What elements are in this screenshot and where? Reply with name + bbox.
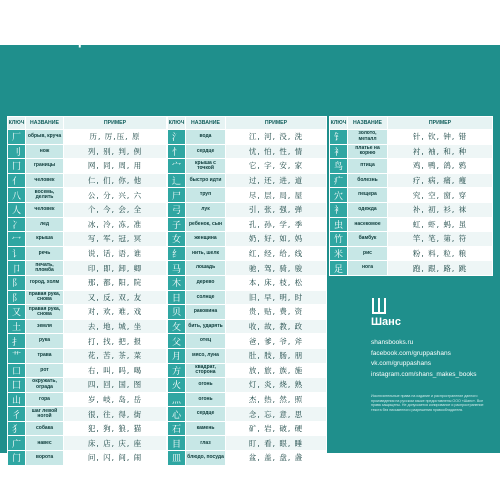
radical-name: земля bbox=[26, 319, 64, 334]
radical-name: ворота bbox=[26, 451, 64, 466]
link-website[interactable]: shansbooks.ru bbox=[371, 339, 414, 346]
radical-example: 写, 军, 冠, 冥 bbox=[64, 232, 167, 247]
table-row bbox=[330, 232, 493, 247]
radical-example: 四, 回, 国, 图 bbox=[64, 378, 167, 393]
radical-name: нить, шелк bbox=[186, 246, 226, 261]
table-row bbox=[168, 407, 327, 422]
radical-example: 竿, 笔, 第, 符 bbox=[388, 232, 493, 247]
radical-example: 疗, 病, 痛, 瘦 bbox=[388, 173, 493, 188]
radical-key: 宀 bbox=[168, 159, 186, 174]
radical-name: одежда bbox=[348, 202, 388, 217]
radical-key: 鸟 bbox=[330, 159, 348, 174]
radical-key: 刂 bbox=[8, 144, 26, 159]
radical-key: 女 bbox=[168, 232, 186, 247]
radical-name: блюдо, посуда bbox=[186, 451, 226, 466]
radical-key: 目 bbox=[168, 436, 186, 451]
radical-name: квадрат, сторона bbox=[186, 363, 226, 378]
radical-key: 犭 bbox=[8, 421, 26, 436]
radical-name: болезнь bbox=[348, 173, 388, 188]
table-row bbox=[8, 451, 167, 466]
table-row bbox=[330, 130, 493, 145]
radical-key: 弓 bbox=[168, 202, 186, 217]
page-title: ТАБЛИЦА ОСНОВНЫХ КЛЮЧЕЙ КИТАЙСКИХ ИЕРОГЛИФОВ bbox=[15, 31, 484, 48]
radical-name: камень bbox=[186, 421, 226, 436]
radical-example: 孔, 孙, 学, 季 bbox=[226, 217, 327, 232]
header-example: ПРИМЕР bbox=[64, 117, 167, 130]
radical-name: трава bbox=[26, 348, 64, 363]
radical-name: обрыв, круча bbox=[26, 130, 64, 145]
table-row bbox=[168, 144, 327, 159]
radical-name: женщина bbox=[186, 232, 226, 247]
table-row bbox=[168, 421, 327, 436]
radical-name: рука bbox=[26, 334, 64, 349]
table-row bbox=[8, 246, 167, 261]
radical-example: 印, 即, 卸, 卿 bbox=[64, 261, 167, 276]
radical-example: 引, 张, 强, 弹 bbox=[226, 202, 327, 217]
table-row bbox=[168, 451, 327, 466]
table-row bbox=[330, 217, 493, 232]
radical-example: 说, 话, 语, 谁 bbox=[64, 246, 167, 261]
radical-example: 对, 欢, 难, 戏 bbox=[64, 305, 167, 320]
radical-name: быстро идти bbox=[186, 173, 226, 188]
radical-example: 鸡, 鸭, 鸽, 鸦 bbox=[388, 159, 493, 174]
radical-name: огонь bbox=[186, 392, 226, 407]
radical-example: 忧, 怕, 性, 情 bbox=[226, 144, 327, 159]
radical-key: 火 bbox=[168, 378, 186, 393]
radical-name: лед bbox=[26, 217, 64, 232]
radical-example: 虹, 虾, 蚂, 虽 bbox=[388, 217, 493, 232]
radical-name: золото, металл bbox=[348, 130, 388, 145]
radical-name: правая рука, снова bbox=[26, 305, 64, 320]
radical-example: 杰, 热, 然, 照 bbox=[226, 392, 327, 407]
radical-example: 驰, 驾, 骑, 骏 bbox=[226, 261, 327, 276]
radical-key: 皿 bbox=[168, 451, 186, 466]
radical-key: 艹 bbox=[8, 348, 26, 363]
radical-name: речь bbox=[26, 246, 64, 261]
radical-name: насекомое bbox=[348, 217, 388, 232]
radical-example: 犯, 狗, 狼, 猫 bbox=[64, 421, 167, 436]
radical-example: 跑, 跟, 路, 跳 bbox=[388, 261, 493, 276]
radical-name: печать, пломба bbox=[26, 261, 64, 276]
header-name: НАЗВАНИЕ bbox=[186, 117, 226, 130]
radical-key: 广 bbox=[8, 436, 26, 451]
radical-name: нож bbox=[26, 144, 64, 159]
radical-name: лук bbox=[186, 202, 226, 217]
radical-key: 氵 bbox=[168, 130, 186, 145]
radical-example: 打, 找, 把, 报 bbox=[64, 334, 167, 349]
radical-example: 去, 地, 城, 坐 bbox=[64, 319, 167, 334]
table-row bbox=[8, 305, 167, 320]
table-row bbox=[168, 290, 327, 305]
table-row bbox=[8, 202, 167, 217]
table-row bbox=[168, 261, 327, 276]
radical-name: окружать, ограда bbox=[26, 378, 64, 393]
radical-key: 穴 bbox=[330, 188, 348, 203]
radical-example: 仁, 们, 你, 他 bbox=[64, 173, 167, 188]
radical-key: 口 bbox=[8, 363, 26, 378]
radical-name: пещера bbox=[348, 188, 388, 203]
radical-key: 纟 bbox=[168, 246, 186, 261]
table-row bbox=[8, 275, 167, 290]
brand-name: Шанс bbox=[371, 316, 401, 328]
radical-key: 讠 bbox=[8, 246, 26, 261]
table-row bbox=[168, 378, 327, 393]
radical-key: 冂 bbox=[8, 159, 26, 174]
brand-links bbox=[371, 338, 477, 380]
header-name: НАЗВАНИЕ bbox=[26, 117, 64, 130]
radical-name: человек bbox=[26, 202, 64, 217]
radical-key: 又 bbox=[8, 305, 26, 320]
radical-name: огонь bbox=[186, 378, 226, 393]
radical-example: 奶, 好, 如, 妈 bbox=[226, 232, 327, 247]
radical-name: бамбук bbox=[348, 232, 388, 247]
radical-example: 它, 字, 安, 家 bbox=[226, 159, 327, 174]
table-row bbox=[8, 378, 167, 393]
radical-name: человек bbox=[26, 173, 64, 188]
table-row bbox=[330, 144, 493, 159]
radical-example: 列, 别, 判, 例 bbox=[64, 144, 167, 159]
radical-key: 亻 bbox=[8, 173, 26, 188]
table-row bbox=[168, 159, 327, 174]
radical-key: 彳 bbox=[8, 407, 26, 422]
radical-name: отец bbox=[186, 334, 226, 349]
radical-name: гора bbox=[26, 392, 64, 407]
radical-key: 方 bbox=[168, 363, 186, 378]
radical-name: лошадь bbox=[186, 261, 226, 276]
radical-key: 囗 bbox=[8, 378, 26, 393]
table-row bbox=[168, 188, 327, 203]
table-row bbox=[168, 217, 327, 232]
header-key: КЛЮЧ bbox=[168, 117, 186, 130]
table-row bbox=[168, 319, 327, 334]
radical-name: крыша с точкой bbox=[186, 159, 226, 174]
radical-example: 花, 苦, 茶, 菜 bbox=[64, 348, 167, 363]
radical-name: сердце bbox=[186, 144, 226, 159]
table-row bbox=[8, 334, 167, 349]
radical-key: 八 bbox=[8, 188, 26, 203]
radical-name: птица bbox=[348, 159, 388, 174]
radical-name: мясо, луна bbox=[186, 348, 226, 363]
radical-name: ребенок, сын bbox=[186, 217, 226, 232]
radical-name: собака bbox=[26, 421, 64, 436]
table-row bbox=[330, 188, 493, 203]
radical-example: 过, 还, 进, 道 bbox=[226, 173, 327, 188]
table-row bbox=[168, 232, 327, 247]
table-row bbox=[8, 436, 167, 451]
table-row bbox=[8, 144, 167, 159]
radicals-table-3 bbox=[329, 116, 493, 276]
radical-example: 矿, 岩, 破, 硬 bbox=[226, 421, 327, 436]
radical-key: 攵 bbox=[168, 319, 186, 334]
radical-key: 阝 bbox=[8, 290, 26, 305]
radical-name: крыша bbox=[26, 232, 64, 247]
header-key: КЛЮЧ bbox=[330, 117, 348, 130]
radical-name: нога bbox=[348, 261, 388, 276]
table-row bbox=[168, 363, 327, 378]
radicals-table-1 bbox=[7, 116, 167, 466]
radical-example: 岁, 岐, 岛, 岳 bbox=[64, 392, 167, 407]
radical-name: платье на корню bbox=[348, 144, 388, 159]
link-facebook[interactable]: facebook.com/gruppashans bbox=[371, 349, 451, 357]
radical-example: 旧, 早, 明, 时 bbox=[226, 290, 327, 305]
radical-name: границы bbox=[26, 159, 64, 174]
radical-name: вода bbox=[186, 130, 226, 145]
radical-example: 盆, 盖, 盘, 盏 bbox=[226, 451, 327, 466]
radical-example: 很, 往, 得, 街 bbox=[64, 407, 167, 422]
header-name: НАЗВАНИЕ bbox=[348, 117, 388, 130]
radical-example: 收, 故, 教, 政 bbox=[226, 319, 327, 334]
radicals-table-2 bbox=[167, 116, 327, 466]
radical-key: 卩 bbox=[8, 261, 26, 276]
radical-name: сердце bbox=[186, 407, 226, 422]
radical-key: 贝 bbox=[168, 305, 186, 320]
radical-key: 山 bbox=[8, 392, 26, 407]
table-row bbox=[168, 392, 327, 407]
table-row bbox=[8, 319, 167, 334]
radical-key: 阝 bbox=[8, 275, 26, 290]
radical-key: 钅 bbox=[330, 130, 348, 145]
radical-key: 竹 bbox=[330, 232, 348, 247]
copyright-note: Исключительные права на издание и распространение данного произведения на русском языке предоставлены ООО «Шанс». Все права защищены. Не допускается копирование и распространение текста без письменного разрешения правообладателя. bbox=[371, 394, 484, 412]
table-row bbox=[168, 173, 327, 188]
radical-name: солнце bbox=[186, 290, 226, 305]
radical-example: 补, 初, 衫, 袜 bbox=[388, 202, 493, 217]
table-row bbox=[8, 261, 167, 276]
radical-key: 虫 bbox=[330, 217, 348, 232]
radical-example: 尽, 层, 局, 屋 bbox=[226, 188, 327, 203]
radical-key: 月 bbox=[168, 348, 186, 363]
table-row bbox=[168, 246, 327, 261]
radical-key: 扌 bbox=[8, 334, 26, 349]
radical-example: 又, 反, 双, 友 bbox=[64, 290, 167, 305]
table-row bbox=[168, 275, 327, 290]
radical-key: 忄 bbox=[168, 144, 186, 159]
radical-example: 公, 分, 兴, 六 bbox=[64, 188, 167, 203]
brand-logo-icon bbox=[372, 296, 386, 314]
radical-example: 盯, 看, 眼, 睡 bbox=[226, 436, 327, 451]
table-row bbox=[8, 363, 167, 378]
radical-key: 冖 bbox=[8, 232, 26, 247]
radical-example: 个, 今, 会, 全 bbox=[64, 202, 167, 217]
radical-example: 红, 经, 给, 线 bbox=[226, 246, 327, 261]
radical-name: рис bbox=[348, 246, 388, 261]
table-row bbox=[168, 202, 327, 217]
radical-example: 冰, 冷, 冻, 准 bbox=[64, 217, 167, 232]
radical-name: бить, ударять bbox=[186, 319, 226, 334]
radical-key: 足 bbox=[330, 261, 348, 276]
radical-key: 心 bbox=[168, 407, 186, 422]
header-example: ПРИМЕР bbox=[388, 117, 493, 130]
radical-example: 历, 厉,压, 原 bbox=[64, 130, 167, 145]
radical-key: 尸 bbox=[168, 188, 186, 203]
radical-key: 父 bbox=[168, 334, 186, 349]
radical-name: рот bbox=[26, 363, 64, 378]
radical-example: 放, 旅, 族, 施 bbox=[226, 363, 327, 378]
table-row bbox=[168, 334, 327, 349]
radical-example: 江, 河, 没, 洗 bbox=[226, 130, 327, 145]
radical-example: 念, 忘, 意, 思 bbox=[226, 407, 327, 422]
radical-name: труп bbox=[186, 188, 226, 203]
radical-example: 究, 空, 窗, 穿 bbox=[388, 188, 493, 203]
radical-key: 门 bbox=[8, 451, 26, 466]
table-row bbox=[330, 202, 493, 217]
radical-key: 人 bbox=[8, 202, 26, 217]
radical-example: 衬, 袖, 和, 种 bbox=[388, 144, 493, 159]
radical-name: шаг левой ногой bbox=[26, 407, 64, 422]
table-row bbox=[168, 305, 327, 320]
radical-key: 子 bbox=[168, 217, 186, 232]
radical-key: 疒 bbox=[330, 173, 348, 188]
table-row bbox=[168, 436, 327, 451]
radical-example: 爸, 爹, 爷, 斧 bbox=[226, 334, 327, 349]
radical-key: 衤 bbox=[330, 144, 348, 159]
radical-key: 木 bbox=[168, 275, 186, 290]
table-row bbox=[8, 130, 167, 145]
radical-example: 肚, 肢, 肠, 朋 bbox=[226, 348, 327, 363]
radical-key: 衤 bbox=[330, 202, 348, 217]
radical-name: город, холм bbox=[26, 275, 64, 290]
link-vk[interactable]: vk.com/gruppashans bbox=[371, 360, 431, 367]
radical-example: 右, 叫, 吗, 喝 bbox=[64, 363, 167, 378]
radical-key: 厂 bbox=[8, 130, 26, 145]
radical-key: 石 bbox=[168, 421, 186, 436]
table-row bbox=[168, 348, 327, 363]
radical-name: навес bbox=[26, 436, 64, 451]
table-row bbox=[8, 290, 167, 305]
radical-key: 辶 bbox=[168, 173, 186, 188]
table-row bbox=[168, 130, 327, 145]
radical-example: 粉, 料, 粒, 粮 bbox=[388, 246, 493, 261]
table-row bbox=[8, 348, 167, 363]
table-row bbox=[8, 173, 167, 188]
radical-example: 问, 闪, 间, 闹 bbox=[64, 451, 167, 466]
table-row bbox=[330, 246, 493, 261]
radical-name: глаз bbox=[186, 436, 226, 451]
table-row bbox=[8, 217, 167, 232]
radical-name: дерево bbox=[186, 275, 226, 290]
radical-name: раковина bbox=[186, 305, 226, 320]
radical-example: 灯, 炎, 烧, 熟 bbox=[226, 378, 327, 393]
table-row bbox=[8, 159, 167, 174]
table-row bbox=[330, 159, 493, 174]
radical-key: 冫 bbox=[8, 217, 26, 232]
table-row bbox=[8, 188, 167, 203]
radical-example: 针, 钦, 钟, 错 bbox=[388, 130, 493, 145]
table-row bbox=[330, 173, 493, 188]
header-key: КЛЮЧ bbox=[8, 117, 26, 130]
header-example: ПРИМЕР bbox=[226, 117, 327, 130]
table-row bbox=[8, 407, 167, 422]
radical-example: 那, 都, 阳, 院 bbox=[64, 275, 167, 290]
radical-name: правая рука, снова bbox=[26, 290, 64, 305]
table-row bbox=[8, 392, 167, 407]
table-row bbox=[330, 261, 493, 276]
radical-name: восемь, делить bbox=[26, 188, 64, 203]
radical-example: 贵, 贴, 费, 资 bbox=[226, 305, 327, 320]
radical-key: 日 bbox=[168, 290, 186, 305]
radical-key: 土 bbox=[8, 319, 26, 334]
link-instagram[interactable]: instagram.com/shans_makes_books bbox=[371, 370, 477, 378]
radical-key: 灬 bbox=[168, 392, 186, 407]
radical-example: 本, 床, 枝, 松 bbox=[226, 275, 327, 290]
radical-key: 马 bbox=[168, 261, 186, 276]
table-row bbox=[8, 421, 167, 436]
radical-example: 床, 店, 庆, 座 bbox=[64, 436, 167, 451]
table-row bbox=[8, 232, 167, 247]
radical-example: 网, 同, 周, 用 bbox=[64, 159, 167, 174]
radical-key: 米 bbox=[330, 246, 348, 261]
